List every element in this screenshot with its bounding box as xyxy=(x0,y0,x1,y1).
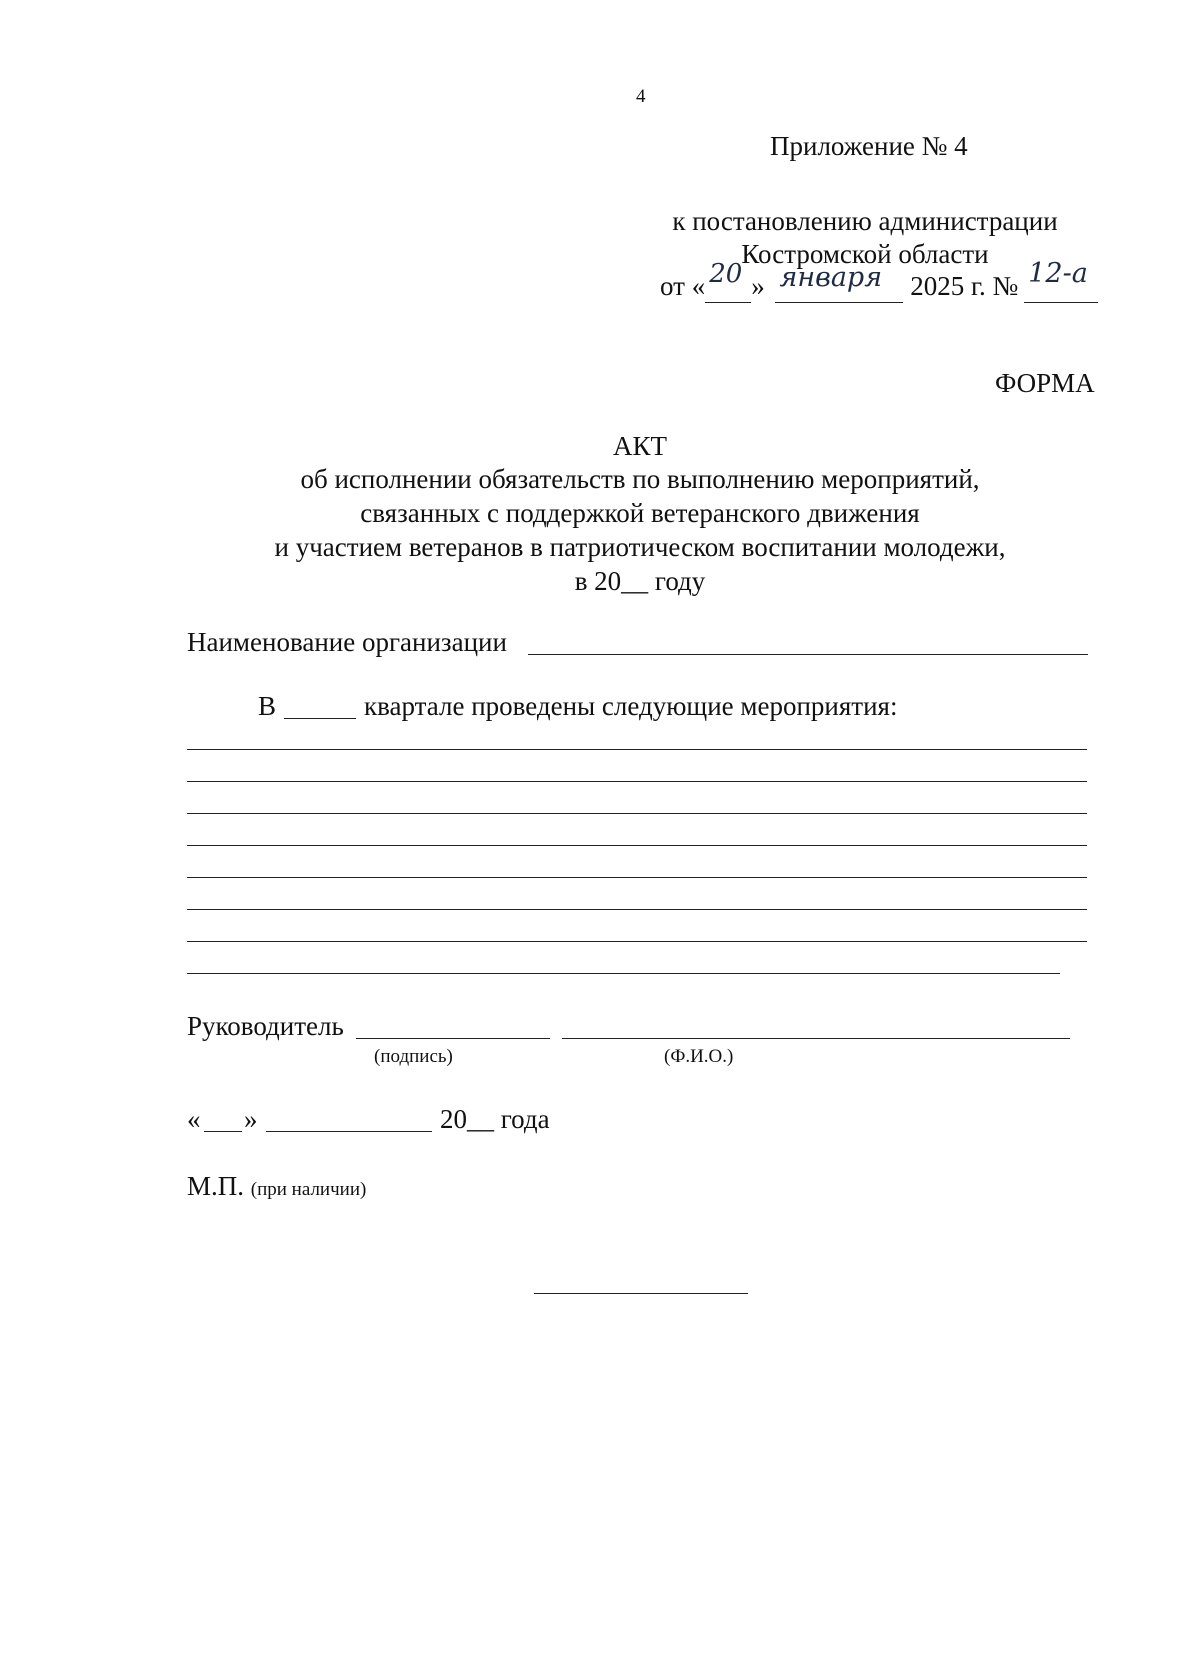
activity-line-3[interactable] xyxy=(187,813,1087,814)
date-number-field xyxy=(1024,258,1098,303)
date-prefix: от « xyxy=(660,271,706,301)
act-line-3: и участием ветеранов в патриотическом воспитании молодежи, xyxy=(274,532,1006,562)
quarter-prefix: В xyxy=(258,691,277,721)
signature-field[interactable] xyxy=(356,1038,550,1039)
date-year: 2025 г. № xyxy=(910,271,1019,301)
date-month-handwritten: января xyxy=(779,262,883,293)
activity-line-1[interactable] xyxy=(187,749,1087,750)
activity-line-4[interactable] xyxy=(187,845,1087,846)
page-number: 4 xyxy=(636,86,646,107)
org-label: Наименование организации xyxy=(187,627,507,657)
date-number-handwritten: 12-а xyxy=(1028,258,1088,289)
quarter-number-field[interactable] xyxy=(284,718,356,719)
form-label: ФОРМА xyxy=(995,368,1095,398)
appendix-line-2: Костромской области xyxy=(741,239,989,269)
full-name-caption: (Ф.И.О.) xyxy=(664,1046,734,1067)
activity-line-5[interactable] xyxy=(187,877,1087,878)
full-name-field[interactable] xyxy=(562,1038,1070,1039)
appendix-date-line xyxy=(660,258,1098,303)
stamp-note: (при наличии) xyxy=(250,1179,367,1200)
date-year-text: 20__ года xyxy=(440,1104,550,1134)
date-open-quote: « xyxy=(187,1104,201,1134)
stamp-line xyxy=(187,1170,366,1202)
date-day-field xyxy=(705,259,751,303)
activity-line-2[interactable] xyxy=(187,781,1087,782)
signature-caption: (подпись) xyxy=(374,1046,453,1067)
act-line-2: связанных с поддержкой ветеранского движения xyxy=(360,498,920,528)
quarter-text: квартале проведены следующие мероприятия: xyxy=(364,691,898,721)
date-day-blank[interactable] xyxy=(204,1131,242,1132)
stamp-label: М.П. xyxy=(187,1171,245,1201)
date-close-quote: » xyxy=(244,1104,258,1134)
act-title: АКТ xyxy=(613,431,667,461)
appendix-title: Приложение № 4 xyxy=(770,131,968,161)
date-month-blank[interactable] xyxy=(266,1131,432,1132)
date-month-field xyxy=(775,262,903,303)
date-mid: » xyxy=(751,271,765,301)
activity-line-7[interactable] xyxy=(187,941,1087,942)
act-line-1: об исполнении обязательств по выполнению мероприятий, xyxy=(300,464,980,494)
activity-line-6[interactable] xyxy=(187,909,1087,910)
act-line-4: в 20__ году xyxy=(574,566,706,596)
activity-line-8[interactable] xyxy=(187,973,1060,974)
signature-label: Руководитель xyxy=(187,1011,344,1041)
closing-separator xyxy=(534,1293,748,1294)
date-day-handwritten: 20 xyxy=(709,259,743,289)
org-name-field[interactable] xyxy=(528,654,1088,655)
appendix-line-1: к постановлению администрации xyxy=(672,206,1058,236)
